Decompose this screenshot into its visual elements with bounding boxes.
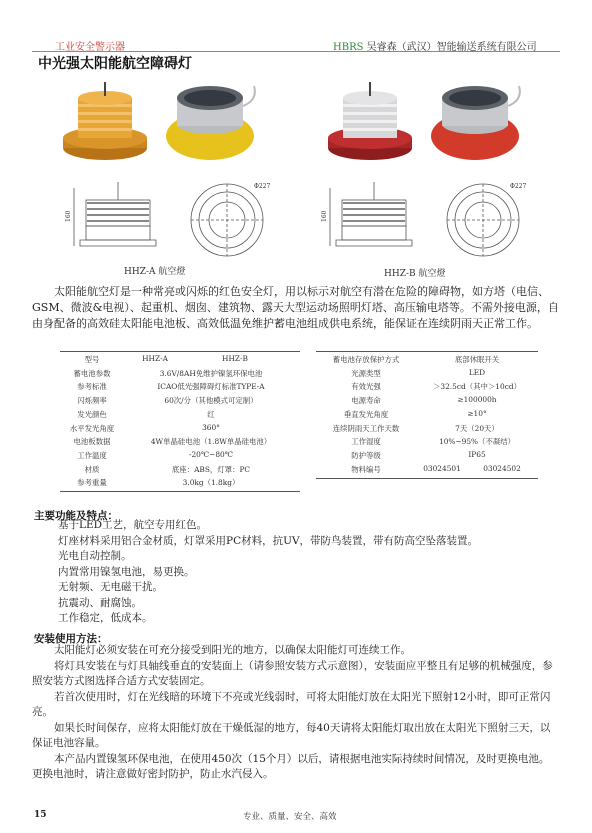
- spec-value-a: HHZ-A: [142, 354, 168, 363]
- intro-text: 太阳能航空灯是一种常亮或闪烁的红色安全灯，用以标示对航空有潜在危险的障碍物，如方塔（电信、GSM、微波&电视）、起重机、烟囱、建筑物、露天大型运动场照明灯塔、高压输电塔等。不需外接电源，自由身配备的高效硅太阳能电池板、高效低温免维护蓄电池组成供电系统，能保证在连续阴雨天正常工作。: [32, 285, 559, 330]
- spec-value: ≥100000h: [457, 395, 497, 405]
- install-title: 安装使用方法：: [34, 633, 108, 645]
- spec-key: 参考重量: [77, 478, 107, 488]
- spec-value: 3.6V/8AH免维护镍氢环保电池: [159, 368, 263, 378]
- spec-key: 型号: [84, 355, 100, 364]
- drawing-b: [318, 178, 528, 260]
- spec-key: 参考标准: [77, 382, 107, 392]
- features-title: 主要功能及特点：: [34, 510, 118, 522]
- spec-left-top-rule: [60, 351, 300, 352]
- red-light-photo: [328, 82, 412, 160]
- drawing-a: [62, 178, 272, 260]
- install-paragraph: 本产品内置镍氢环保电池，在使用450次（15个月）以后，请根据电池实际持续时间情况，及时更换电池。更换电池时，请注意做好密封防护，防止水汽侵入。: [32, 752, 550, 780]
- spec-key: 有效光强: [351, 382, 381, 392]
- spec-value: 4W单晶硅电池（1.8W单晶硅电池）: [150, 437, 272, 447]
- brand-logo-text: HBRS: [333, 42, 364, 53]
- dim-height-a: 160: [65, 210, 72, 222]
- red-solar-light-photo: [431, 86, 520, 160]
- spec-value: 底部休眠开关: [454, 355, 500, 364]
- install-paragraph: 如果长时间保存，应将太阳能灯放在干燥低湿的地方，每40天请将太阳能灯取出放在太阳光下照射三天，以保证电池容量。: [32, 721, 551, 749]
- spec-key: 材质: [84, 464, 100, 474]
- spec-key: 物料编号: [351, 464, 381, 474]
- feature-item: 灯座材料采用铝合金材质，灯罩采用PC材料，抗UV，带防鸟装置，带有防高空坠落装置。: [58, 534, 479, 547]
- spec-value: 60次/分（其他模式可定制）: [164, 396, 258, 406]
- install-paragraph: 太阳能灯必须安装在可充分接受到阳光的地方，以确保太阳能灯可连续工作。: [54, 644, 411, 656]
- spec-key: 蓄电池参数: [73, 368, 111, 378]
- install-paragraphs: [32, 643, 559, 783]
- features-list: [58, 518, 478, 627]
- spec-table-left: [60, 354, 300, 494]
- spec-value-a: 03024501: [423, 463, 461, 473]
- feature-item: 光电自动控制。: [58, 550, 132, 562]
- spec-key: 蓄电池存放保护方式: [332, 355, 400, 364]
- spec-value: 3.0kg（1.8kg）: [182, 478, 240, 488]
- spec-key: 连续阴雨天工作天数: [332, 423, 400, 433]
- product-photos-a: [60, 76, 260, 168]
- page-title: 中光强太阳能航空障碍灯: [38, 56, 192, 72]
- product-photos-b: [325, 76, 525, 168]
- spec-value: 360°: [202, 422, 220, 432]
- spec-key: 防护等级: [351, 450, 381, 460]
- feature-item: 基于LED工艺，航空专用红色。: [58, 519, 208, 531]
- page-number: 15: [34, 810, 47, 820]
- spec-key: 垂直发光角度: [343, 409, 389, 419]
- caption-hhz-b: HHZ-B 航空燈: [384, 269, 446, 279]
- spec-key: 电源寿命: [351, 396, 381, 406]
- company-name: 吴睿森（武汉）智能输送系统有限公司: [366, 42, 537, 53]
- spec-value: -20℃~80℃: [188, 449, 234, 459]
- spec-value: ICAO低光强障碍灯标准TYPE-A: [157, 382, 265, 392]
- footer-slogan: 专业、质量、安全、高效: [243, 812, 337, 822]
- spec-key: 工作湿度: [351, 437, 381, 447]
- spec-table-right: [316, 354, 538, 479]
- spec-key: 水平发光角度: [69, 423, 115, 433]
- feature-item: 无射频、无电磁干扰。: [58, 581, 163, 593]
- spec-key: 工作温度: [77, 450, 107, 460]
- feature-item: 抗震动、耐腐蚀。: [58, 596, 142, 609]
- spec-value: 7天（20天）: [455, 423, 499, 433]
- spec-value: IP65: [468, 449, 486, 459]
- yellow-light-photo: [166, 86, 255, 160]
- dim-diameter-a: Φ227: [254, 183, 271, 190]
- spec-value-b: HHZ-B: [222, 354, 248, 363]
- caption-hhz-a: HHZ-A 航空燈: [124, 267, 186, 277]
- spec-key: 电池板数据: [73, 437, 111, 447]
- spec-value: ＞32.5cd（其中＞10cd）: [433, 382, 521, 392]
- header-divider: [32, 51, 560, 52]
- spec-value: 底座：ABS，灯罩：PC: [171, 464, 251, 474]
- feature-item: 工作稳定，低成本。: [58, 612, 153, 624]
- spec-value-b: 03024502: [483, 463, 521, 473]
- spec-value: 红: [207, 409, 215, 419]
- spec-value: 10%~95%（不凝结）: [439, 437, 515, 447]
- header-category: 工业安全警示器: [55, 42, 125, 53]
- spec-value: ≥10°: [467, 408, 487, 418]
- spec-key: 闪烁频率: [77, 396, 107, 406]
- spec-key: 光源类型: [351, 368, 381, 378]
- spec-value: LED: [468, 367, 486, 377]
- spec-key: 发光颜色: [77, 409, 107, 419]
- dim-height-b: 160: [321, 210, 328, 222]
- intro-paragraph: [32, 284, 559, 332]
- amber-light-photo: [63, 82, 147, 160]
- dim-diameter-b: Φ227: [510, 183, 527, 190]
- install-paragraph: 将灯具安装在与灯具轴线垂直的安装面上（请参照安装方式示意图），安装面应平整且有足够的机械强度，参照安装方式图选择合适方式安装固定。: [32, 659, 553, 687]
- feature-item: 内置常用镍氢电池，易更换。: [58, 565, 195, 578]
- spec-right-top-rule: [316, 351, 538, 352]
- install-paragraph: 若首次使用时，灯在光线暗的环境下不亮或光线弱时，可将太阳能灯放在太阳光下照射12小时，即可正常闪亮。: [32, 690, 551, 718]
